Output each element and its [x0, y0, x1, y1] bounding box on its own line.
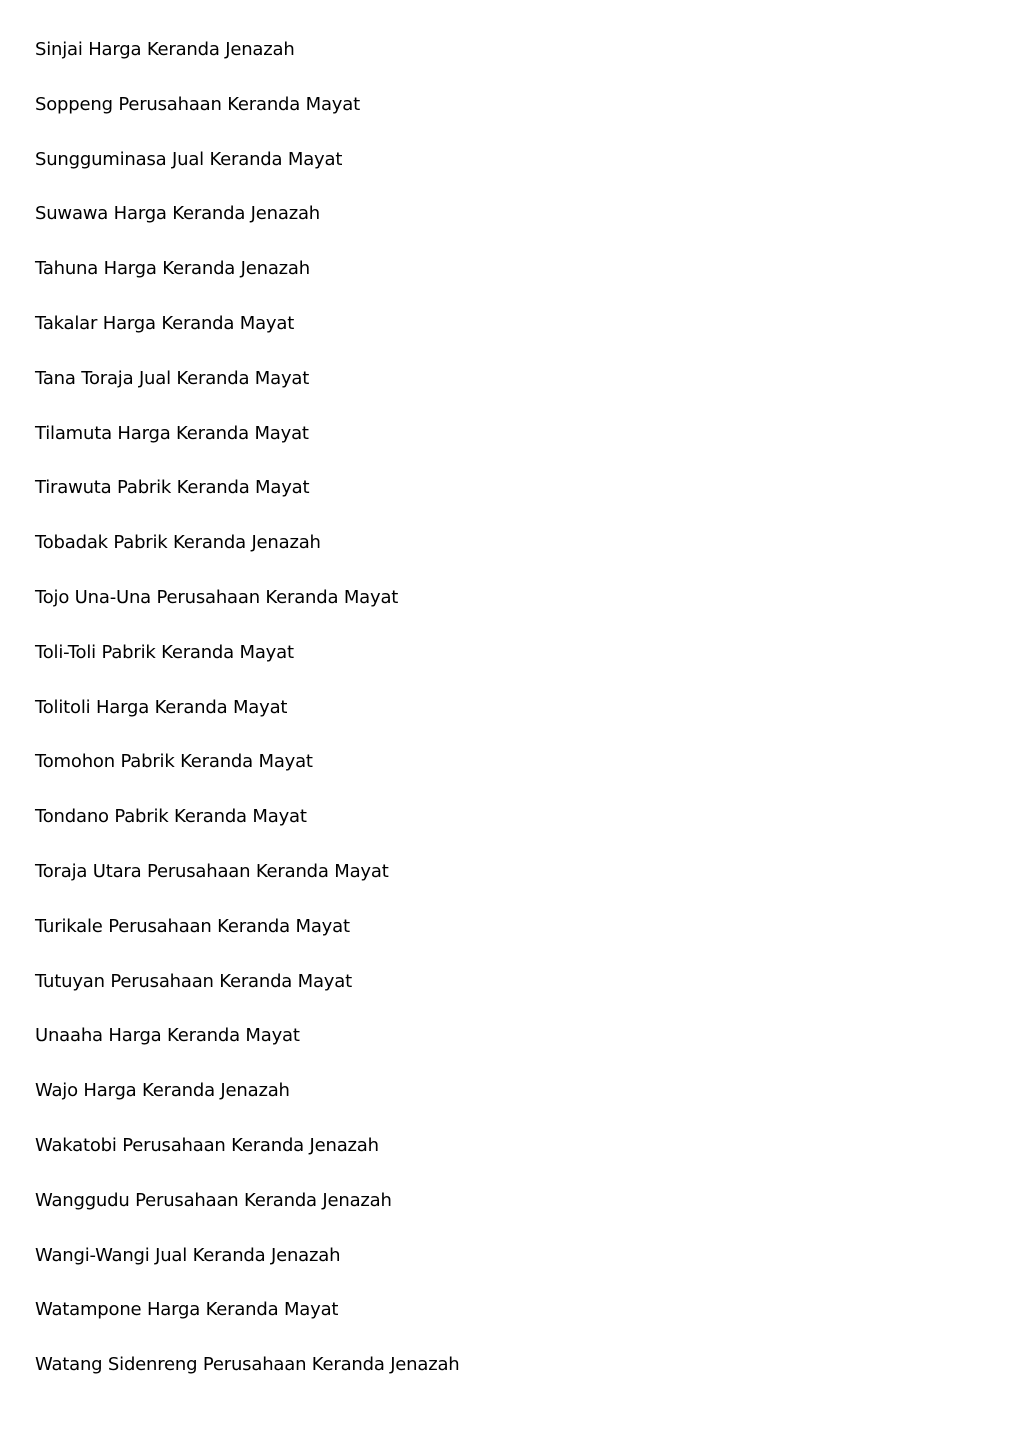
list-item: Sinjai Harga Keranda Jenazah	[35, 39, 295, 60]
list-item: Toli-Toli Pabrik Keranda Mayat	[35, 641, 294, 663]
list-item: Takalar Harga Keranda Mayat	[35, 312, 295, 334]
list-item: Unaaha Harga Keranda Mayat	[35, 1025, 300, 1047]
list-item: Wangi-Wangi Jual Keranda Jenazah	[35, 1244, 341, 1266]
list-item: Tilamuta Harga Keranda Mayat	[35, 422, 309, 444]
list-item: Tondano Pabrik Keranda Mayat	[35, 806, 307, 828]
list-item: Turikale Perusahaan Keranda Mayat	[35, 915, 350, 937]
list-item: Watang Sidenreng Perusahaan Keranda Jenazah	[35, 1354, 460, 1376]
list-item: Tahuna Harga Keranda Jenazah	[35, 258, 310, 280]
list-item: Tutuyan Perusahaan Keranda Mayat	[35, 970, 352, 992]
list-item: Suwawa Harga Keranda Jenazah	[35, 203, 320, 225]
list-item: Tana Toraja Jual Keranda Mayat	[35, 367, 310, 389]
entry-list	[35, 36, 460, 1406]
list-item: Wanggudu Perusahaan Keranda Jenazah	[35, 1189, 392, 1211]
list-item: Wajo Harga Keranda Jenazah	[35, 1080, 290, 1102]
list-item: Toraja Utara Perusahaan Keranda Mayat	[35, 860, 389, 882]
list-item: Soppeng Perusahaan Keranda Mayat	[35, 93, 360, 115]
list-item: Tolitoli Harga Keranda Mayat	[35, 696, 288, 718]
list-item: Tobadak Pabrik Keranda Jenazah	[35, 532, 321, 554]
list-item: Tojo Una-Una Perusahaan Keranda Mayat	[35, 586, 399, 608]
list-item: Wakatobi Perusahaan Keranda Jenazah	[35, 1134, 379, 1156]
list-item: Sungguminasa Jual Keranda Mayat	[35, 148, 343, 170]
list-item: Tirawuta Pabrik Keranda Mayat	[35, 477, 310, 499]
list-item: Watampone Harga Keranda Mayat	[35, 1299, 339, 1321]
list-item: Tomohon Pabrik Keranda Mayat	[35, 751, 313, 773]
